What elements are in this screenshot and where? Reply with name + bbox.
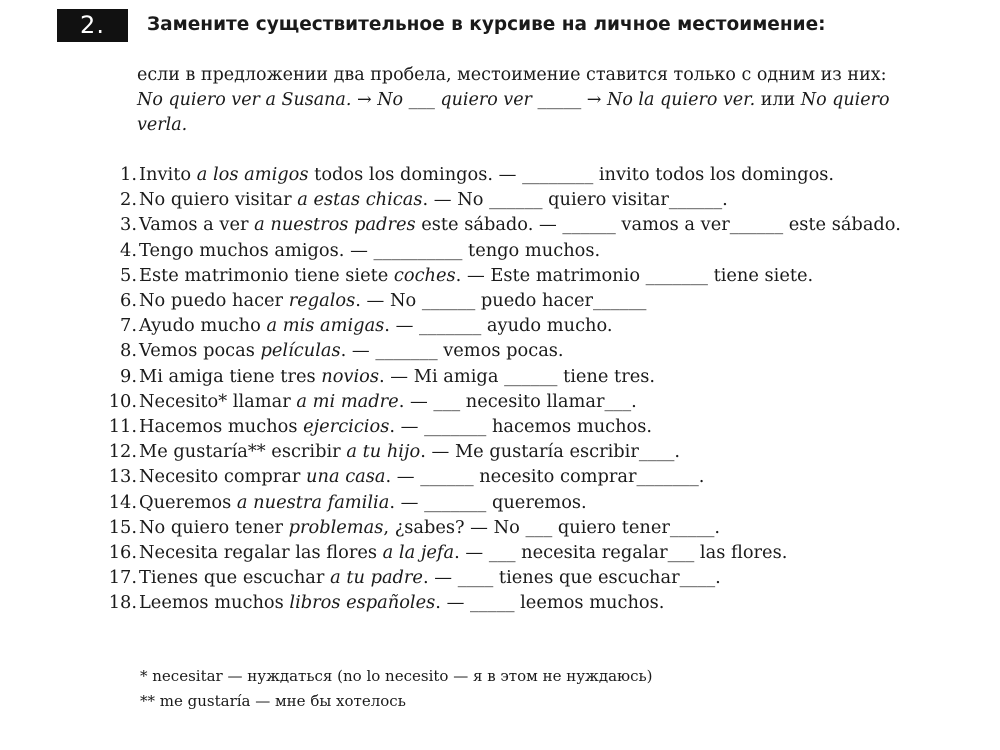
exercise-item-sentence <box>139 565 920 590</box>
exercise-item-number: 8. <box>120 340 137 362</box>
exercise-title: Замените существительное в курсиве на личное местоимение: <box>147 14 826 35</box>
italic-noun-phrase: a la jefa <box>382 542 455 564</box>
note-example-main: No quiero ver a Susana. → No ___ quiero ver _____ → No la quiero ver. <box>137 90 756 110</box>
exercise-item-sentence <box>139 464 920 489</box>
exercise-item <box>100 263 920 288</box>
exercise-item <box>100 288 920 313</box>
sentence-fragment: . — Me gustaría escribir____. <box>420 441 681 463</box>
sentence-fragment: . — ____ tienes que escuchar____. <box>422 567 721 589</box>
sentence-fragment: . — ______ necesito comprar_______. <box>385 466 705 488</box>
sentence-fragment: . — _____ leemos muchos. <box>435 592 665 614</box>
sentence-fragment: . — ___ necesita regalar___ las flores. <box>454 542 788 564</box>
italic-noun-phrase: problemas <box>288 516 384 538</box>
exercise-item-sentence <box>139 288 920 313</box>
sentence-fragment: Ayudo mucho <box>139 315 267 337</box>
exercise-list <box>100 162 920 616</box>
italic-noun-phrase: ejercicios <box>303 416 390 438</box>
sentence-fragment: . — _______ ayudo mucho. <box>384 315 613 337</box>
exercise-item <box>100 364 920 389</box>
sentence-fragment: Leemos muchos <box>139 592 290 614</box>
sentence-fragment: Este matrimonio tiene siete <box>139 264 394 286</box>
exercise-item <box>100 313 920 338</box>
exercise-item-sentence <box>139 490 920 515</box>
italic-noun-phrase: a nuestros padres <box>254 214 416 236</box>
exercise-item <box>100 590 920 615</box>
sentence-fragment: . — Mi amiga ______ tiene tres. <box>379 365 655 387</box>
exercise-item-number: 2. <box>120 189 137 211</box>
exercise-item-sentence <box>139 162 920 187</box>
exercise-number: 2. <box>57 9 128 42</box>
exercise-item-sentence <box>139 238 920 263</box>
note-text: если в предложении два пробела, местоимение ставится только с одним из них: <box>137 65 887 85</box>
exercise-item-sentence <box>139 313 920 338</box>
exercise-item-sentence <box>139 590 920 615</box>
exercise-item <box>100 490 920 515</box>
italic-noun-phrase: a mi madre <box>296 390 399 412</box>
sentence-fragment: Tengo muchos amigos. — __________ tengo muchos. <box>139 239 601 261</box>
sentence-fragment: . — ___ necesito llamar___. <box>398 390 637 412</box>
exercise-item-number: 5. <box>120 264 137 286</box>
exercise-item-sentence <box>139 540 920 565</box>
exercise-item <box>100 187 920 212</box>
italic-noun-phrase: a tu hijo <box>346 441 421 463</box>
exercise-item-sentence <box>139 212 920 237</box>
sentence-fragment: Me gustaría** escribir <box>139 441 347 463</box>
sentence-fragment: Vemos pocas <box>139 340 261 362</box>
footnote-necesitar: * necesitar — нуждаться (no lo necesito — я в этом не нуждаюсь) <box>140 667 653 685</box>
exercise-item-number: 18. <box>108 592 137 614</box>
sentence-fragment: , ¿sabes? — No ___ quiero tener_____. <box>383 516 721 538</box>
sentence-fragment: Hacemos muchos <box>139 416 304 438</box>
exercise-item <box>100 540 920 565</box>
exercise-item-sentence <box>139 439 920 464</box>
exercise-item-sentence <box>139 515 920 540</box>
instruction-note <box>137 63 917 138</box>
sentence-fragment: Vamos a ver <box>139 214 255 236</box>
sentence-fragment: todos los domingos. — ________ invito todos los domingos. <box>308 164 835 185</box>
italic-noun-phrase: a nuestra familia <box>236 491 390 513</box>
exercise-item-number: 14. <box>108 491 137 513</box>
exercise-item-sentence <box>139 263 920 288</box>
sentence-fragment: Necesito comprar <box>139 466 307 488</box>
exercise-item-number: 13. <box>108 466 137 488</box>
exercise-item <box>100 389 920 414</box>
sentence-fragment: No quiero tener <box>139 516 289 538</box>
sentence-fragment: Necesita regalar las flores <box>139 542 383 564</box>
exercise-item <box>100 414 920 439</box>
italic-noun-phrase: regalos <box>288 290 356 312</box>
exercise-item-number: 9. <box>120 365 137 387</box>
exercise-item-sentence <box>139 414 920 439</box>
sentence-fragment: . — No ______ quiero visitar______. <box>422 189 728 211</box>
sentence-fragment: No puedo hacer <box>139 290 289 312</box>
sentence-fragment: Invito <box>139 164 197 185</box>
sentence-fragment: . — _______ hacemos muchos. <box>389 416 653 438</box>
exercise-item <box>100 238 920 263</box>
note-or: или <box>755 90 801 110</box>
italic-noun-phrase: películas <box>260 340 341 362</box>
italic-noun-phrase: a tu padre <box>330 567 423 589</box>
exercise-item-sentence <box>139 338 920 363</box>
footnote-gustaria: ** me gustaría — мне бы хотелось <box>140 692 406 710</box>
italic-noun-phrase: a estas chicas <box>297 189 423 211</box>
sentence-fragment: Mi amiga tiene tres <box>139 365 322 387</box>
italic-noun-phrase: a los amigos <box>196 164 309 185</box>
exercise-item-number: 17. <box>108 567 137 589</box>
exercise-item-number: 3. <box>120 214 137 236</box>
exercise-item-number: 10. <box>108 390 137 412</box>
exercise-item-sentence <box>139 389 920 414</box>
sentence-fragment: Tienes que escuchar <box>139 567 331 589</box>
sentence-fragment: este sábado. — ______ vamos a ver______ este sábado. <box>415 214 901 236</box>
italic-noun-phrase: libros españoles <box>289 592 436 614</box>
exercise-item-number: 16. <box>108 542 137 564</box>
exercise-item-number: 7. <box>120 315 137 337</box>
exercise-item <box>100 212 920 237</box>
exercise-item <box>100 565 920 590</box>
exercise-item <box>100 338 920 363</box>
exercise-item-sentence <box>139 364 920 389</box>
sentence-fragment: No quiero visitar <box>139 189 298 211</box>
sentence-fragment: . — Este matrimonio _______ tiene siete. <box>455 264 814 286</box>
italic-noun-phrase: coches <box>393 264 456 286</box>
exercise-item-number: 12. <box>108 441 137 463</box>
exercise-item-sentence <box>139 187 920 212</box>
exercise-item-number: 6. <box>120 290 137 312</box>
exercise-item <box>100 515 920 540</box>
exercise-item <box>100 439 920 464</box>
sentence-fragment: . — No ______ puedo hacer______ <box>355 290 647 312</box>
sentence-fragment: . — _______ queremos. <box>389 491 587 513</box>
sentence-fragment: . — _______ vemos pocas. <box>340 340 564 362</box>
italic-noun-phrase: una casa <box>306 466 386 488</box>
sentence-fragment: Necesito* llamar <box>139 390 297 412</box>
note-example <box>137 88 917 138</box>
italic-noun-phrase: a mis amigas <box>266 315 385 337</box>
exercise-item-number: 15. <box>108 516 137 538</box>
exercise-item-number: 11. <box>108 416 137 438</box>
sentence-fragment: Queremos <box>139 491 237 513</box>
note-example-alt: No quiero verla. <box>137 90 890 135</box>
italic-noun-phrase: novios <box>321 365 379 387</box>
exercise-item <box>100 464 920 489</box>
exercise-item-number: 1. <box>120 164 137 185</box>
exercise-item-number: 4. <box>120 239 137 261</box>
exercise-item <box>100 162 920 187</box>
